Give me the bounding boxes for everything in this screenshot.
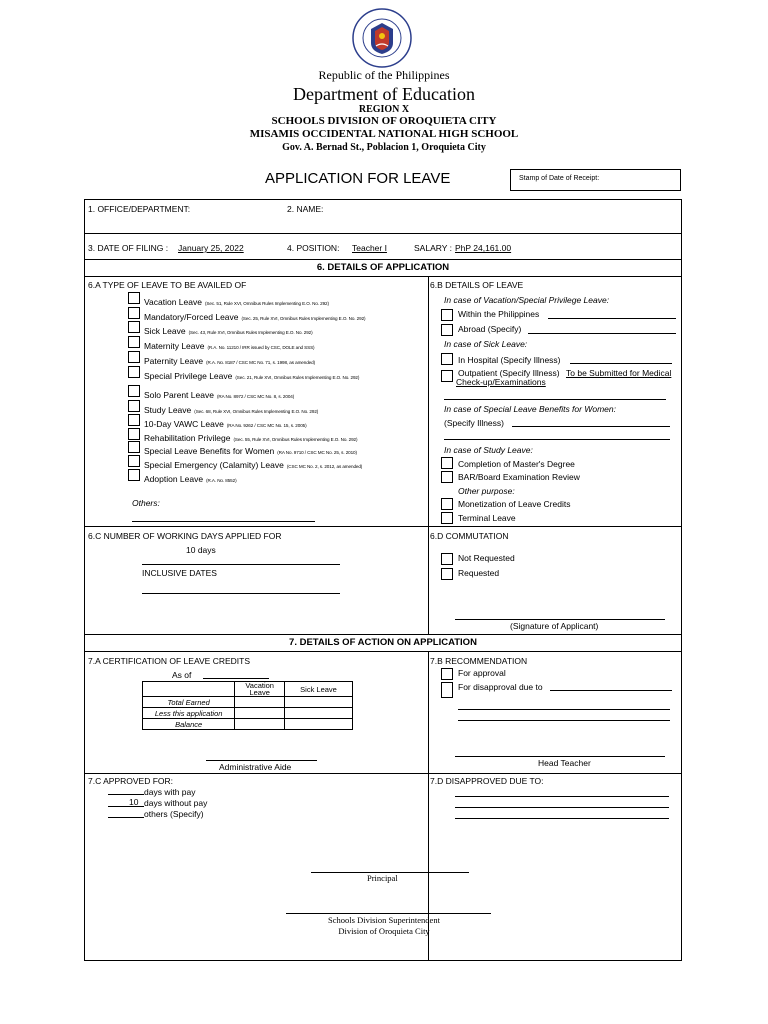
school-name: MISAMIS OCCIDENTAL NATIONAL HIGH SCHOOL bbox=[249, 128, 519, 140]
within-label: Within the Philippines bbox=[458, 309, 540, 319]
without-pay-value[interactable]: 10 bbox=[129, 797, 139, 807]
leave-type-checkbox[interactable] bbox=[128, 307, 140, 319]
leave-type-checkbox[interactable] bbox=[128, 385, 140, 397]
position-label: 4. POSITION: bbox=[287, 243, 340, 253]
leave-type-checkbox[interactable] bbox=[128, 351, 140, 363]
s7c-heading: 7.C APPROVED FOR: bbox=[88, 776, 174, 786]
sick-heading: In case of Sick Leave: bbox=[444, 339, 528, 349]
leave-type-checkbox[interactable] bbox=[128, 400, 140, 412]
s7b-heading: 7.B RECOMMENDATION bbox=[430, 656, 528, 666]
other-purpose-heading: Other purpose: bbox=[458, 486, 515, 496]
form-title: APPLICATION FOR LEAVE bbox=[265, 170, 451, 187]
leave-type-reference: (RA No. 8972 / CSC MC No. 8, s. 2004) bbox=[216, 394, 295, 399]
as-of-label: As of bbox=[172, 670, 192, 680]
monetization-label: Monetization of Leave Credits bbox=[458, 499, 571, 509]
leave-type-checkbox[interactable] bbox=[128, 455, 140, 467]
leave-type-reference: (Sec. 25, Rule XVI, Omnibus Rules Implementing E.O. No. 292) bbox=[241, 316, 366, 321]
leave-type-label: Mandatory/Forced Leave bbox=[144, 312, 239, 322]
working-days-value[interactable]: 10 days bbox=[186, 545, 216, 555]
masters-label: Completion of Master's Degree bbox=[458, 459, 575, 469]
position-value[interactable]: Teacher I bbox=[352, 243, 387, 253]
row-total-earned: Total Earned bbox=[143, 697, 235, 708]
study-heading: In case of Study Leave: bbox=[444, 445, 533, 455]
leave-type-reference: (Sec. 68, Rule XVI, Omnibus Rules Implementing E.O. No. 292) bbox=[194, 409, 319, 414]
s6d-heading: 6.D COMMUTATION bbox=[430, 531, 509, 541]
leave-type-checkbox[interactable] bbox=[128, 469, 140, 481]
section7-header: 7. DETAILS OF ACTION ON APPLICATION bbox=[289, 637, 477, 648]
women-specify: (Specify Illness) bbox=[444, 418, 504, 428]
leave-type-reference: (CSC MC No. 2, s. 2012, as amended) bbox=[286, 464, 363, 469]
division-label: Division of Oroquieta City bbox=[338, 926, 430, 936]
school-address: Gov. A. Bernad St., Poblacion 1, Oroquieta City bbox=[282, 142, 486, 153]
leave-type-label: Paternity Leave bbox=[144, 356, 204, 366]
not-requested-label: Not Requested bbox=[458, 553, 515, 563]
leave-type-reference: (R.A. No. 8187 / CSC MC No. 71, s. 1998, as amended) bbox=[206, 360, 316, 365]
region-text: REGION X bbox=[358, 104, 410, 115]
leave-type-label: Maternity Leave bbox=[144, 341, 205, 351]
women-heading: In case of Special Leave Benefits for Women: bbox=[444, 404, 616, 414]
s6c-heading: 6.C NUMBER OF WORKING DAYS APPLIED FOR bbox=[88, 531, 282, 541]
leave-type-label: Solo Parent Leave bbox=[144, 390, 214, 400]
office-label: 1. OFFICE/DEPARTMENT: bbox=[88, 204, 191, 214]
leave-type-reference: (RA No. 9710 / CSC MC No. 25, s. 2010) bbox=[277, 450, 357, 455]
leave-type-checkbox[interactable] bbox=[128, 292, 140, 304]
leave-type-checkbox[interactable] bbox=[128, 428, 140, 440]
leave-type-reference: (R.A. No. 11210 / IRR issued by CSC, DOLE and SSS) bbox=[207, 345, 315, 350]
not-requested-checkbox[interactable] bbox=[441, 553, 453, 565]
bar-label: BAR/Board Examination Review bbox=[458, 472, 580, 482]
deped-seal bbox=[352, 8, 412, 68]
approval-label: For approval bbox=[458, 668, 506, 678]
terminal-checkbox[interactable] bbox=[441, 512, 453, 524]
row-balance: Balance bbox=[143, 719, 235, 730]
others-label: Others: bbox=[132, 498, 160, 508]
republic-text: Republic of the Philippines bbox=[318, 68, 450, 82]
leave-credits-table bbox=[142, 681, 353, 730]
outpatient-checkbox[interactable] bbox=[441, 370, 453, 382]
leave-type-checkbox[interactable] bbox=[128, 366, 140, 378]
section6-header: 6. DETAILS OF APPLICATION bbox=[316, 262, 450, 273]
salary-label: SALARY : bbox=[414, 243, 452, 253]
abroad-checkbox[interactable] bbox=[441, 324, 453, 336]
outpatient-label: Outpatient (Specify Illness) bbox=[458, 368, 560, 378]
department-title: Department of Education bbox=[293, 84, 475, 104]
salary-value[interactable]: PhP 24,161.00 bbox=[455, 243, 512, 253]
principal-label: Principal bbox=[367, 873, 398, 883]
bar-checkbox[interactable] bbox=[441, 471, 453, 483]
leave-type-label: Special Privilege Leave bbox=[144, 371, 233, 381]
cell-input[interactable] bbox=[285, 719, 353, 730]
row-less-application: Less this application bbox=[143, 708, 235, 719]
leave-type-checkbox[interactable] bbox=[128, 336, 140, 348]
requested-label: Requested bbox=[458, 568, 500, 578]
masters-checkbox[interactable] bbox=[441, 457, 453, 469]
name-field[interactable] bbox=[330, 202, 670, 228]
leave-type-reference: (RA No. 9262 / CSC MC No. 15, s. 2005) bbox=[226, 423, 307, 428]
division-text: SCHOOLS DIVISION OF OROQUIETA CITY bbox=[271, 115, 497, 127]
disapproval-checkbox[interactable] bbox=[441, 682, 453, 698]
cell-input[interactable] bbox=[235, 719, 285, 730]
inclusive-dates-label: INCLUSIVE DATES bbox=[142, 568, 217, 578]
with-pay-label: days with pay bbox=[144, 787, 196, 797]
leave-type-label: 10-Day VAWC Leave bbox=[144, 419, 224, 429]
head-teacher-label: Head Teacher bbox=[538, 758, 591, 768]
leave-type-label: Vacation Leave bbox=[144, 297, 202, 307]
s6b-heading: 6.B DETAILS OF LEAVE bbox=[430, 280, 524, 290]
sds-label: Schools Division Superintendent bbox=[328, 915, 440, 925]
requested-checkbox[interactable] bbox=[441, 568, 453, 580]
filing-label: 3. DATE OF FILING : bbox=[88, 243, 169, 253]
others-specify-label: others (Specify) bbox=[144, 809, 204, 819]
leave-type-label: Adoption Leave bbox=[144, 474, 204, 484]
col-sick: Sick Leave bbox=[285, 682, 353, 697]
stamp-label: Stamp of Date of Receipt: bbox=[519, 175, 600, 182]
monetization-checkbox[interactable] bbox=[441, 498, 453, 510]
vac-heading: In case of Vacation/Special Privilege Leave: bbox=[444, 295, 610, 305]
disapproval-label: For disapproval due to bbox=[458, 682, 543, 692]
within-checkbox[interactable] bbox=[441, 309, 453, 321]
cell-input[interactable] bbox=[235, 708, 285, 719]
leave-type-reference: (Sec. 21, Rule XVI, Omnibus Rules Implementing E.O. No. 292) bbox=[235, 375, 360, 380]
hospital-label: In Hospital (Specify Illness) bbox=[458, 355, 561, 365]
leave-type-label: Special Leave Benefits for Women bbox=[144, 446, 275, 456]
leave-type-label: Sick Leave bbox=[144, 326, 186, 336]
outpatient-note: To be Submitted for Medical bbox=[566, 368, 672, 378]
leave-type-reference: (Sec. 51, Rule XVI, Omnibus Rules Implementing E.O. No. 292) bbox=[204, 301, 329, 306]
leave-type-checkbox[interactable] bbox=[128, 414, 140, 426]
leave-type-checkbox[interactable] bbox=[128, 321, 140, 333]
leave-type-reference: (R.A. No. 8552) bbox=[206, 478, 237, 483]
hospital-checkbox[interactable] bbox=[441, 353, 453, 365]
leave-type-reference: (Sec. 55, Rule XVI, Omnibus Rules Implementing E.O. No. 292) bbox=[233, 437, 358, 442]
col-vacation: Vacation Leave bbox=[235, 682, 285, 697]
leave-type-reference: (Sec. 43, Rule XVI, Omnibus Rules Implementing E.O. No. 292) bbox=[188, 330, 313, 335]
cell-input[interactable] bbox=[285, 697, 353, 708]
abroad-label: Abroad (Specify) bbox=[458, 324, 522, 334]
leave-type-label: Special Emergency (Calamity) Leave bbox=[144, 460, 284, 470]
leave-type-item bbox=[144, 469, 237, 487]
terminal-label: Terminal Leave bbox=[458, 513, 516, 523]
cell-input[interactable] bbox=[285, 708, 353, 719]
applicant-signature-label: (Signature of Applicant) bbox=[510, 621, 599, 631]
leave-type-label: Rehabilitation Privilege bbox=[144, 433, 231, 443]
s7a-heading: 7.A CERTIFICATION OF LEAVE CREDITS bbox=[88, 656, 251, 666]
outpatient-note-2: Check-up/Examinations bbox=[456, 377, 546, 387]
leave-type-label: Study Leave bbox=[144, 405, 192, 415]
filing-value[interactable]: January 25, 2022 bbox=[178, 243, 244, 253]
stamp-box bbox=[510, 169, 681, 191]
s6a-heading: 6.A TYPE OF LEAVE TO BE AVAILED OF bbox=[88, 280, 247, 290]
approval-checkbox[interactable] bbox=[441, 668, 453, 680]
name-label: 2. NAME: bbox=[287, 204, 324, 214]
cell-input[interactable] bbox=[235, 697, 285, 708]
without-pay-label: days without pay bbox=[144, 798, 208, 808]
leave-type-item bbox=[144, 366, 359, 384]
admin-aide-label: Administrative Aide bbox=[219, 762, 292, 772]
leave-type-checkbox[interactable] bbox=[128, 441, 140, 453]
s7d-heading: 7.D DISAPPROVED DUE TO: bbox=[430, 776, 544, 786]
